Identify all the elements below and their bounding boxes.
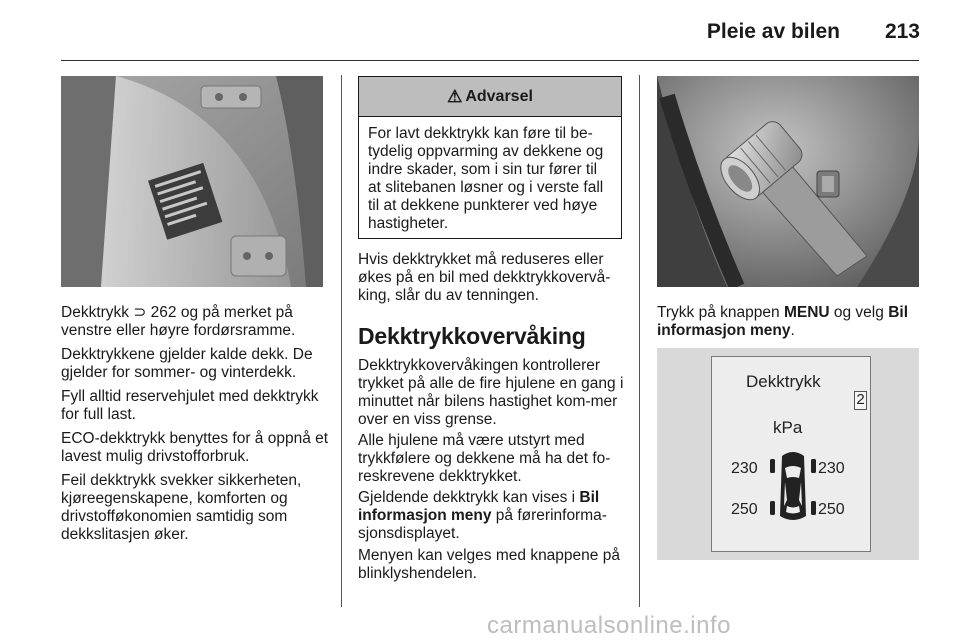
- spare-wheel-paragraph: Fyll alltid reservehjulet med dekktrykk for full last.: [61, 388, 319, 423]
- warning-text: For lavt dekktrykk kan føre til be-tydelig oppvarming av dekkene og indre skader, som i sin tur fører til at slitebanen løsner og i verste fall til at dekkene punkterer ved høye hastigheter.: [368, 125, 604, 232]
- watermark: carmanualsonline.info: [487, 612, 731, 639]
- tyre-pressure-ref-paragraph: Dekktrykk ⊃ 262 og på merket på venstre eller høyre fordørsramme.: [61, 304, 296, 339]
- page-reference-icon: ⊃: [133, 304, 147, 321]
- sensors-paragraph: Alle hjulene må være utstyrt med trykkfølere og dekkene må ha det fo-reskrevene dekktrykket.: [358, 432, 611, 485]
- display-title: Dekktrykk: [746, 372, 821, 391]
- page-header-title: Pleie av bilen: [706, 20, 840, 43]
- column-divider-2: [639, 75, 640, 607]
- menu-buttons-paragraph: Menyen kan velges med knappene på blinklyshendelen.: [358, 547, 620, 582]
- indicator-stalk-photo: [657, 76, 919, 287]
- current-pressure-paragraph: Gjeldende dekktrykk kan vises i Bil informasjon meny på førerinforma-sjonsdisplayet.: [358, 489, 607, 542]
- eco-pressure-paragraph: ECO-dekktrykk benyttes for å oppnå et lavest mulig drivstofforbruk.: [61, 430, 329, 465]
- cold-tyres-paragraph: Dekktrykkene gjelder kalde dekk. De gjelder for sommer- og vinterdekk.: [61, 346, 313, 381]
- warning-header: [359, 77, 621, 117]
- column-divider-1: [341, 75, 342, 607]
- monitoring-paragraph: Dekktrykkovervåkingen kontrollerer trykket på alle de fire hjulene en gang i minuttet når bilens hastighet kom-mer over en viss grense.: [358, 357, 624, 428]
- press-menu-paragraph: Trykk på knappen MENU og velg Bil informasjon meny.: [657, 304, 908, 339]
- rear-left-pressure: 250: [731, 501, 758, 518]
- display-page-indicator: 2: [854, 391, 867, 410]
- reduce-pressure-paragraph: Hvis dekktrykket må reduseres eller økes på en bil med dekktrykkovervå-king, slår du av tenningen.: [358, 251, 611, 304]
- page-number: 213: [884, 20, 920, 43]
- front-left-pressure: 230: [731, 460, 758, 477]
- header-divider: [61, 60, 919, 61]
- warning-title: Advarsel: [465, 87, 533, 105]
- warning-box: [358, 76, 622, 239]
- warning-triangle-icon: ⚠: [447, 86, 463, 106]
- rear-right-pressure: 250: [818, 501, 845, 518]
- wrong-pressure-paragraph: Feil dekktrykk svekker sikkerheten, kjøreegenskapene, komforten og drivstofføkonomien samtidig som dekkslitasjen øker.: [61, 472, 302, 543]
- car-top-view-icon: [770, 448, 816, 524]
- door-frame-photo: [61, 76, 323, 287]
- section-heading: Dekktrykkovervåking: [358, 323, 586, 349]
- front-right-pressure: 230: [818, 460, 845, 477]
- display-unit: kPa: [773, 418, 803, 437]
